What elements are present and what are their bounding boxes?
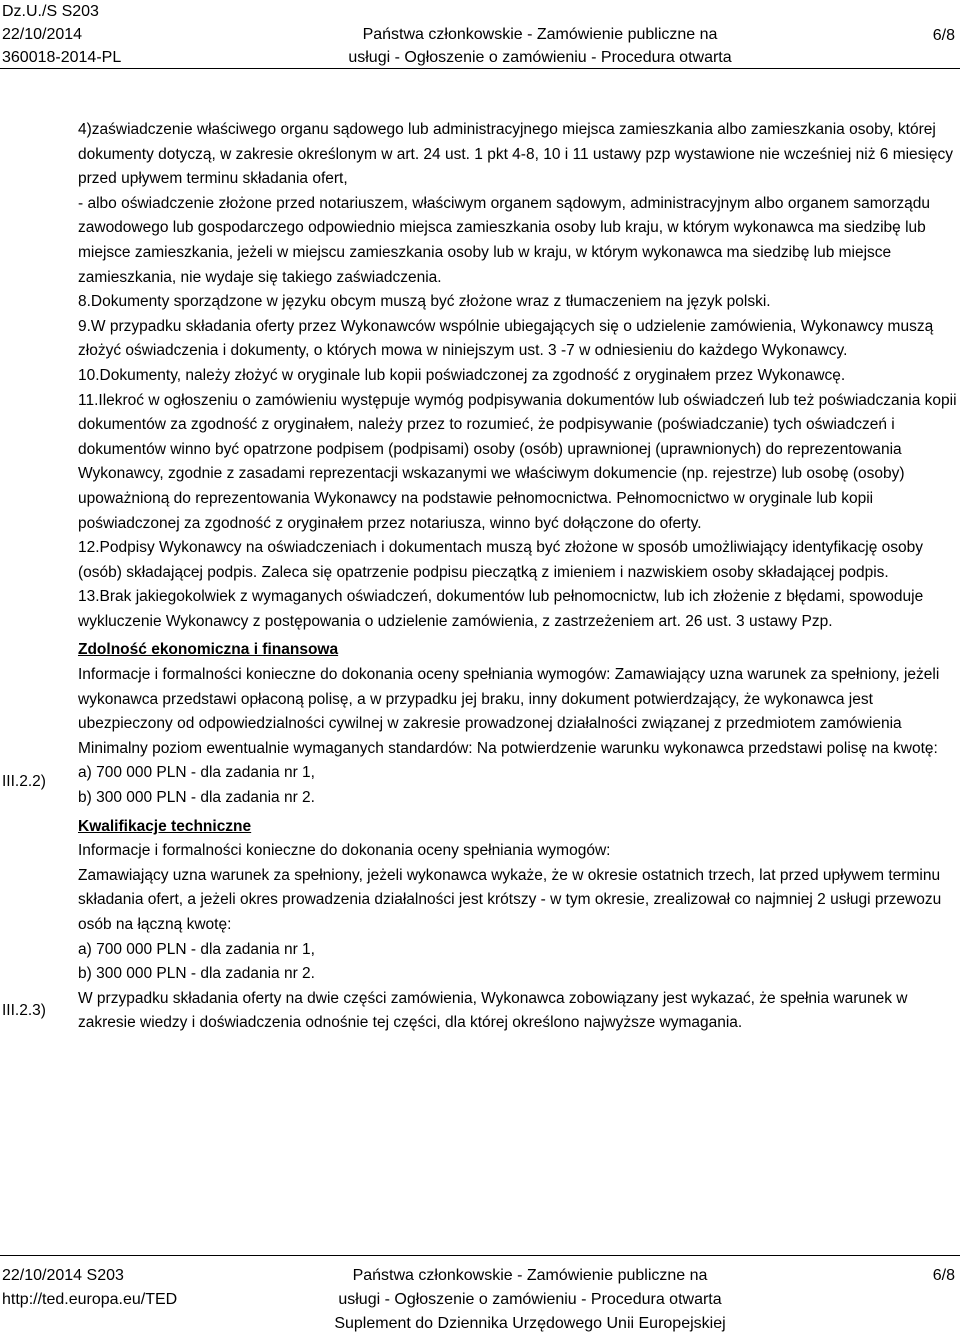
section-text: b) 300 000 PLN - dla zadania nr 2.	[78, 789, 315, 807]
header-page-number: 6/8	[932, 27, 955, 44]
paragraph-8: 8.Dokumenty sporządzone w języku obcym muszą być złożone wraz z tłumaczeniem na język polski.	[78, 293, 771, 311]
section-title: Zdolność ekonomiczna i finansowa	[78, 641, 339, 659]
footer-url[interactable]: http://ted.europa.eu/TED	[2, 1291, 178, 1308]
section-economic-capacity	[78, 638, 958, 810]
header-title-line1: Państwa członkowskie - Zamówienie publiczne na	[362, 26, 718, 43]
header-divider	[0, 68, 960, 69]
document-body	[78, 118, 958, 1036]
section-text: W przypadku składania oferty na dwie części zamówienia, Wykonawca zobowiązany jest wykazać, że spełnia warunek w zakresie wiedzy i doświadczenia odnośnie tej części, dla której określono najwyższe wymagania.	[78, 989, 908, 1032]
section-text: Minimalny poziom ewentualnie wymaganych standardów: Na potwierdzenie warunku wykonawca przedstawi polisę na kwotę:	[78, 739, 938, 757]
section-number-iii-2-3: III.2.3)	[2, 1002, 46, 1019]
footer-title-line3: Suplement do Dziennika Urzędowego Unii Europejskiej	[334, 1315, 726, 1332]
paragraph-9: 9.W przypadku składania oferty przez Wykonawców wspólnie ubiegających się o udzielenie zamówienia, Wykonawcy muszą złożyć oświadczenia i dokumenty, o których mowa w niniejszym ust. 3 -7 w odniesieniu do każdego Wykonawcy.	[78, 317, 934, 360]
paragraph-12: 12.Podpisy Wykonawcy na oświadczeniach i dokumentach muszą być złożone w sposób umożliwiający identyfikację osoby (osób) składającej podpis. Zaleca się opatrzenie podpisu pieczątką z imieniem i nazwiskiem osoby składającej podpis.	[78, 539, 924, 581]
section-technical-capacity	[78, 815, 958, 1036]
section-text: b) 300 000 PLN - dla zadania nr 2.	[78, 965, 315, 983]
footer-date-code: 22/10/2014 S203	[2, 1267, 124, 1284]
paragraph-11: 11.Ilekroć w ogłoszeniu o zamówieniu występuje wymóg podpisywania dokumentów lub oświadczeń lub też poświadczania kopii dokumentów za zgodność z oryginałem, należy przez to rozumieć, że podpisywanie (poświadczanie) tych oświadczeń i dokumentów winno być opatrzone podpisem (podpisami) osoby (osób) uprawnionej (uprawnionych) do reprezentowania Wykonawcy, zgodnie z zasadami reprezentacji wskazanymi we właściwym dokumencie (np. rejestrze) lub osobę (osoby) upoważnioną do reprezentowania Wykonawcy na podstawie pełnomocnictwa. Pełnomocnictwo w oryginale lub kopii poświadczonej za zgodność z oryginałem przez notariusza, winno być dołączone do oferty.	[78, 391, 957, 532]
section-text: Informacje i formalności konieczne do dokonania oceny spełniania wymogów: Zamawiający uzna warunek za spełniony, jeżeli wykonawca przedstawi opłaconą polisę, a w przypadku jej braku, inny dokument potwierdzający, że wykonawca jest ubezpieczony od odpowiedzialności cywilnej w zakresie prowadzonej działalności związanej z przedmiotem zamówienia	[78, 666, 940, 733]
footer-title-line1: Państwa członkowskie - Zamówienie publiczne na	[352, 1267, 708, 1284]
paragraph-statement: - albo oświadczenie złożone przed notariuszem, właściwym organem sądowym, administracyjnym albo organem samorządu zawodowego lub gospodarczego odpowiednio miejsca zamieszkania osoby lub kraju, w którym wykonawca ma siedzibę lub miejsce zamieszkania, jeżeli w miejscu zamieszkania osoby lub w kraju, w którym wykonawca ma siedzibę lub miejsce zamieszkania, nie wydaje się takiego zaświadczenia.	[78, 194, 931, 286]
section-text: Zamawiający uzna warunek za spełniony, jeżeli wykonawca wykaże, że w okresie ostatnich trzech, lat przed upływem terminu składania ofert, a jeżeli okres prowadzenia działalności jest krótszy - w tym okresie, zrealizował co najmniej 2 usługi przewozu osób na łączną kwotę:	[78, 866, 942, 933]
section-text: a) 700 000 PLN - dla zadania nr 1,	[78, 764, 315, 782]
section-text: Informacje i formalności konieczne do dokonania oceny spełniania wymogów:	[78, 842, 611, 860]
paragraph-4: 4)zaświadczenie właściwego organu sądowego lub administracyjnego miejsca zamieszkania albo zamieszkania osoby, której dokumenty dotyczą, w zakresie określonym w art. 24 ust. 1 pkt 4-8, 10 i 11 ustawy pzp wystawione nie wcześniej niż 6 miesięcy przed upływem terminu składania ofert,	[78, 121, 953, 188]
section-number-iii-2-2: III.2.2)	[2, 773, 46, 790]
section-text: a) 700 000 PLN - dla zadania nr 1,	[78, 940, 315, 958]
footer-title-line2: usługi - Ogłoszenie o zamówieniu - Procedura otwarta	[338, 1291, 722, 1308]
paragraph-13: 13.Brak jakiegokolwiek z wymaganych oświadczeń, dokumentów lub pełnomocnictw, lub ich złożenie z błędami, spowoduje wykluczenie Wykonawcy z postępowania o udzielenie zamówienia, z zastrzeżeniem art. 26 ust. 3 ustawy Pzp.	[78, 588, 924, 630]
footer-divider	[0, 1255, 960, 1256]
section-title: Kwalifikacje techniczne	[78, 817, 252, 835]
notice-number: 360018-2014-PL	[2, 49, 122, 66]
page-header	[0, 0, 960, 68]
header-date: 22/10/2014	[2, 26, 83, 43]
paragraph-10: 10.Dokumenty, należy złożyć w oryginale lub kopii poświadczonej za zgodność z oryginałem przez Wykonawcę.	[78, 366, 846, 384]
header-title-line2: usługi - Ogłoszenie o zamówieniu - Procedura otwarta	[348, 49, 732, 66]
journal-ref: Dz.U./S S203	[2, 3, 99, 20]
footer-page-number: 6/8	[932, 1267, 955, 1284]
